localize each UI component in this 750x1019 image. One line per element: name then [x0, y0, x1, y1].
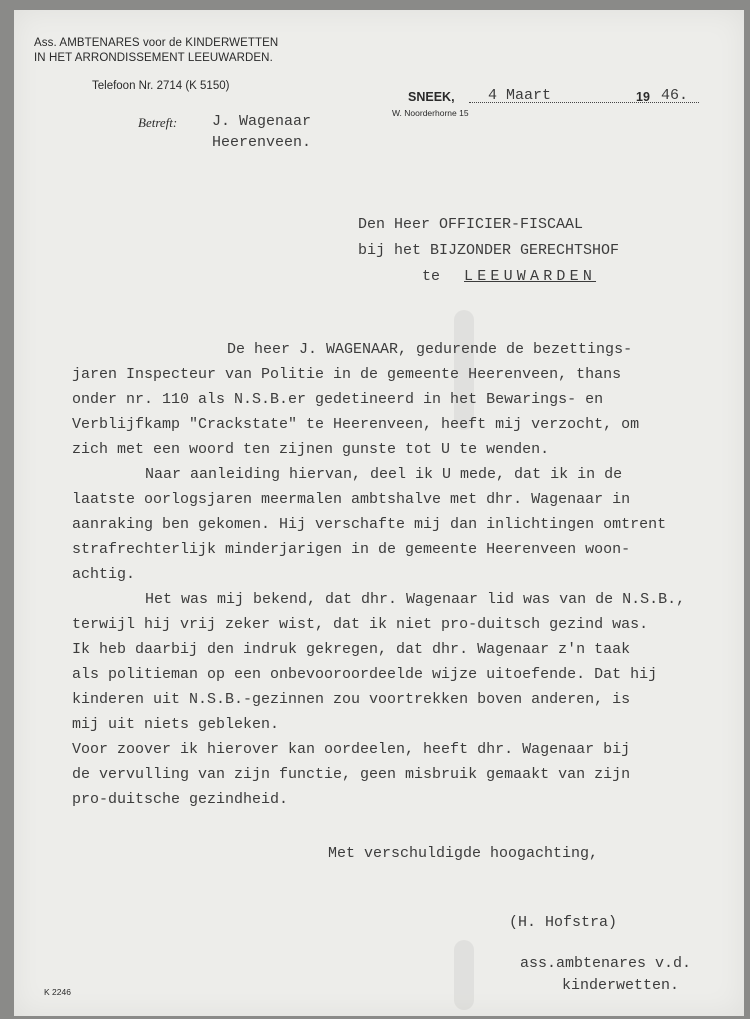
- letterhead-line2: IN HET ARRONDISSEMENT LEEUWARDEN.: [34, 52, 273, 64]
- subject-label: Betreft:: [138, 115, 178, 130]
- body-line: De heer J. WAGENAAR, gedurende de bezettings-: [227, 341, 633, 358]
- signatory-title-line2: kinderwetten.: [562, 977, 680, 994]
- form-number: K 2246: [44, 987, 71, 997]
- body-line: de vervulling van zijn functie, geen misbruik gemaakt van zijn: [72, 766, 631, 783]
- body-line: kinderen uit N.S.B.-gezinnen zou voortrekken boven anderen, is: [72, 691, 631, 708]
- body-line: jaren Inspecteur van Politie in de gemeente Heerenveen, thans: [72, 366, 622, 383]
- body-line: zich met een woord ten zijnen gunste tot U te wenden.: [72, 441, 550, 458]
- telephone-number: Telefoon Nr. 2714 (K 5150): [92, 80, 230, 92]
- body-line: laatste oorlogsjaren meermalen ambtshalve met dhr. Wagenaar in: [72, 491, 631, 508]
- subject-line1: J. Wagenaar: [212, 113, 312, 130]
- body-line: terwijl hij vrij zeker wist, dat ik niet pro-duitsch gezind was.: [72, 616, 649, 633]
- recipient-line2: bij het BIJZONDER GERECHTSHOF: [358, 242, 620, 259]
- date-day: 4 Maart: [488, 87, 552, 104]
- body-line: Ik heb daarbij den indruk gekregen, dat dhr. Wagenaar z'n taak: [72, 641, 631, 658]
- street-address: W. Noorderhorne 15: [392, 108, 469, 118]
- year-suffix: 46.: [661, 87, 689, 104]
- signatory-title-line1: ass.ambtenares v.d.: [520, 955, 692, 972]
- body-line: strafrechterlijk minderjarigen in de gemeente Heerenveen woon-: [72, 541, 631, 558]
- body-line: mij uit niets gebleken.: [72, 716, 280, 733]
- subject-line2: Heerenveen.: [212, 134, 312, 151]
- body-line: pro-duitsche gezindheid.: [72, 791, 289, 808]
- recipient-line1: Den Heer OFFICIER-FISCAAL: [358, 216, 584, 233]
- body-line: Naar aanleiding hiervan, deel ik U mede, dat ik in de: [145, 466, 623, 483]
- year-prefix: 19: [636, 90, 650, 104]
- signatory-name: (H. Hofstra): [509, 914, 618, 931]
- recipient-city: LEEUWARDEN: [464, 268, 597, 285]
- watermark: [454, 940, 474, 1010]
- closing-salutation: Met verschuldigde hoogachting,: [328, 845, 599, 862]
- body-line: aanraking ben gekomen. Hij verschafte mij dan inlichtingen omtrent: [72, 516, 667, 533]
- letterhead-line1: Ass. AMBTENARES voor de KINDERWETTEN: [34, 37, 279, 49]
- body-line: achtig.: [72, 566, 136, 583]
- body-line: Verblijfkamp "Crackstate" te Heerenveen, heeft mij verzocht, om: [72, 416, 640, 433]
- body-line: onder nr. 110 als N.S.B.er gedetineerd in het Bewarings- en: [72, 391, 604, 408]
- recipient-line3-prefix: te: [422, 268, 441, 285]
- letter-paper: [14, 10, 744, 1016]
- body-line: Het was mij bekend, dat dhr. Wagenaar lid was van de N.S.B.,: [145, 591, 686, 608]
- body-line: als politieman op een onbevooroordeelde wijze uitoefende. Dat hij: [72, 666, 658, 683]
- body-line: Voor zoover ik hierover kan oordeelen, heeft dhr. Wagenaar bij: [72, 741, 631, 758]
- city-name: SNEEK,: [408, 90, 455, 104]
